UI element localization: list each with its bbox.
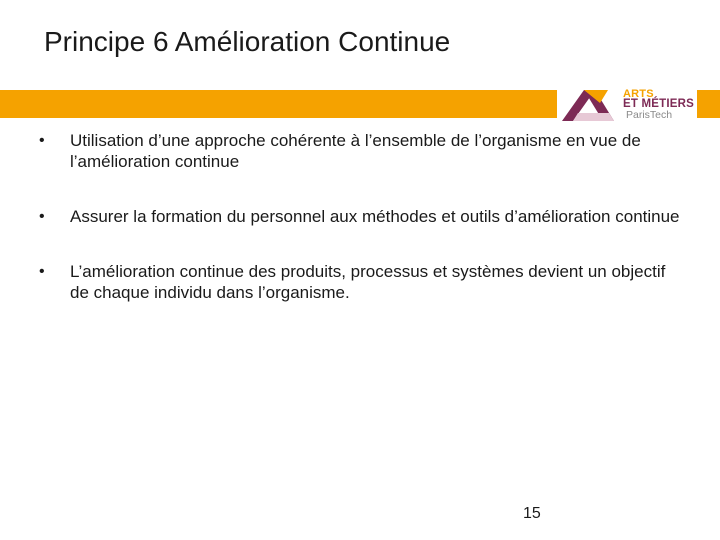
page-number: 15: [523, 505, 541, 522]
bullet-text: Utilisation d’une approche cohérente à l’ensemble de l’organisme en vue de l’amélioration continue: [70, 131, 641, 171]
header-accent-band-right: [697, 90, 720, 118]
bullet-marker: •: [39, 132, 45, 149]
header-accent-band: [0, 90, 557, 118]
bullet-item: [36, 206, 686, 227]
arts-et-metiers-logo: [562, 88, 696, 122]
bullet-item: [36, 261, 686, 303]
logo-line-metiers: ET MÉTIERS: [623, 98, 695, 110]
logo-line-paristech: ParisTech: [626, 109, 673, 121]
bullet-text: Assurer la formation du personnel aux méthodes et outils d’amélioration continue: [70, 207, 680, 226]
bullet-text: L’amélioration continue des produits, processus et systèmes devient un objectif de chaque individu dans l’organisme.: [70, 262, 666, 302]
bullet-marker: •: [39, 208, 45, 225]
bullet-marker: •: [39, 263, 45, 280]
slide-title: Principe 6 Amélioration Continue: [44, 26, 451, 57]
logo-chevron-icon: [562, 88, 622, 122]
logo-line-arts: ARTS: [623, 88, 654, 100]
bullet-list: [36, 130, 686, 303]
bullet-item: [36, 130, 686, 172]
